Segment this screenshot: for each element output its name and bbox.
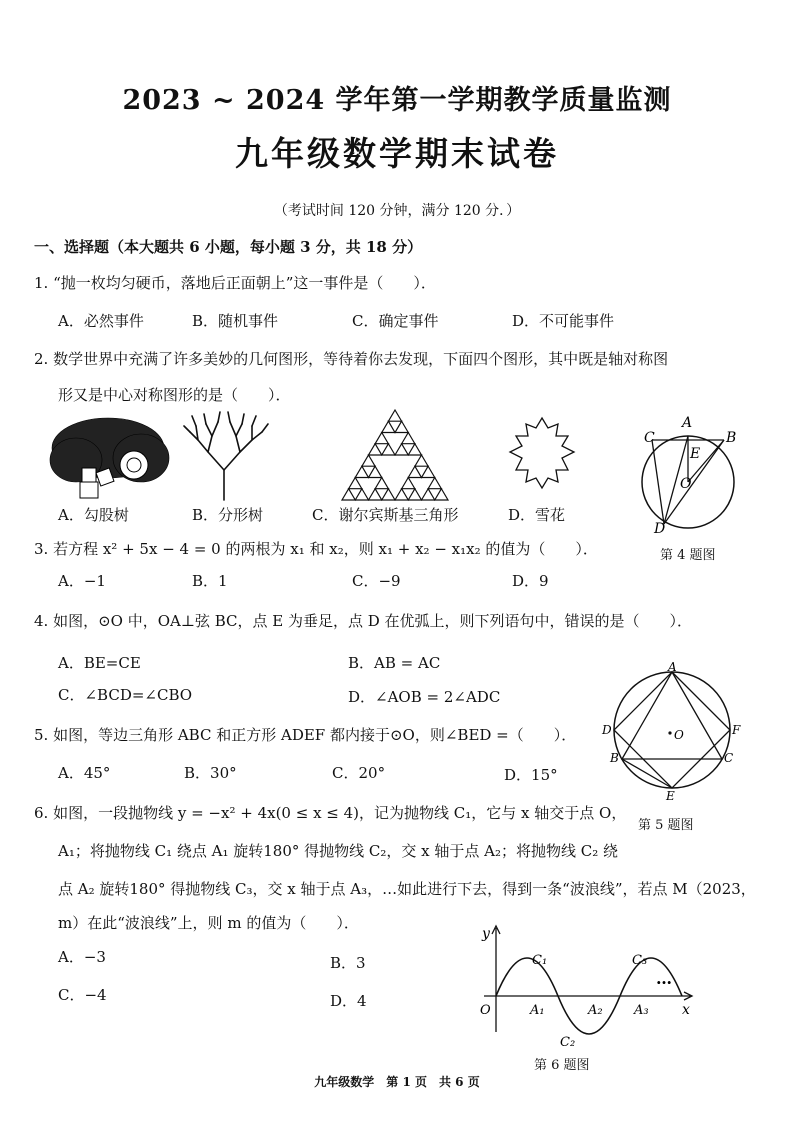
q6-option-c: C．−4 bbox=[58, 986, 107, 1004]
q5-label-c: C bbox=[724, 751, 734, 765]
pythagoras-tree-figure bbox=[46, 410, 170, 500]
q1-option-b: B．随机事件 bbox=[192, 312, 279, 330]
q4-circle-figure bbox=[630, 412, 770, 536]
q1-option-c: C．确定事件 bbox=[352, 312, 439, 330]
q6-wave-figure bbox=[470, 922, 700, 1046]
q3-stem: 3. 若方程 x² + 5x − 4 = 0 的两根为 x₁ 和 x₂，则 x₁ + x₂ − x₁x₂ 的值为（ ）． bbox=[34, 540, 598, 558]
q2-option-d: D．雪花 bbox=[508, 506, 566, 524]
q6-label-c3: C₃ bbox=[632, 953, 648, 968]
q1-option-a: A．必然事件 bbox=[58, 312, 144, 330]
q2-stem-line1: 2. 数学世界中充满了许多美妙的几何图形，等待着你去发现，下面四个图形，其中既是轴对称图 bbox=[34, 350, 669, 368]
q6-label-a3: A₃ bbox=[634, 1003, 649, 1018]
q6-label-dots: … bbox=[656, 969, 672, 988]
q6-label-o: O bbox=[480, 1003, 491, 1018]
q5-option-b: B．30° bbox=[184, 764, 237, 782]
q4-label-c: C bbox=[644, 430, 655, 446]
q2-option-b: B．分形树 bbox=[192, 506, 264, 524]
q6-stem-line3: 点 A₂ 旋转180° 得抛物线 C₃，交 x 轴于点 A₃，…如此进行下去，得到一条“波浪线”，若点 M（2023， bbox=[58, 880, 756, 898]
exam-info: （考试时间 120 分钟，满分 120 分．） bbox=[273, 203, 521, 219]
page-footer: 九年级数学 第 1 页 共 6 页 bbox=[314, 1075, 480, 1089]
q4-option-a: A．BE=CE bbox=[58, 654, 141, 672]
q5-label-f: F bbox=[732, 723, 741, 737]
q6-label-c2: C₂ bbox=[560, 1035, 576, 1046]
q6-stem-line2: A₁；将抛物线 C₁ 绕点 A₁ 旋转180° 得抛物线 C₂，交 x 轴于点 A₂；将抛物线 C₂ 绕 bbox=[58, 842, 619, 860]
q5-stem: 5. 如图，等边三角形 ABC 和正方形 ADEF 都内接于⊙O，则∠BED =（ ）． bbox=[34, 726, 577, 744]
q6-option-b: B．3 bbox=[330, 954, 366, 972]
exam-title-line2: 九年级数学期末试卷 bbox=[235, 134, 559, 173]
q5-label-a: A bbox=[668, 660, 677, 674]
q6-stem-line4: m）在此“波浪线”上，则 m 的值为（ ）． bbox=[58, 914, 359, 932]
fractal-tree-figure bbox=[180, 410, 270, 502]
snowflake-figure bbox=[490, 406, 594, 502]
q5-option-c: C．20° bbox=[332, 764, 386, 782]
section-heading: 一、选择题（本大题共 6 小题，每小题 3 分，共 18 分） bbox=[34, 238, 423, 256]
q4-figure-caption: 第 4 题图 bbox=[660, 548, 716, 563]
q5-option-a: A．45° bbox=[58, 764, 111, 782]
q4-label-d: D bbox=[654, 521, 666, 536]
q6-label-a1: A₁ bbox=[530, 1003, 545, 1018]
q4-label-b: B bbox=[726, 430, 737, 446]
q4-option-b: B．AB = AC bbox=[348, 654, 441, 672]
q3-option-d: D．9 bbox=[512, 572, 549, 590]
q1-option-d: D．不可能事件 bbox=[512, 312, 615, 330]
q4-option-c: C．∠BCD=∠CBO bbox=[58, 686, 193, 704]
q3-option-a: A．−1 bbox=[58, 572, 106, 590]
sierpinski-triangle-figure bbox=[340, 408, 450, 502]
q6-option-d: D．4 bbox=[330, 992, 367, 1010]
q2-option-c: C．谢尔宾斯基三角形 bbox=[312, 506, 459, 524]
q5-option-d: D．15° bbox=[504, 766, 558, 784]
q6-axis-x: x bbox=[682, 1002, 690, 1018]
q5-circle-figure bbox=[598, 658, 748, 804]
q5-label-o: O bbox=[674, 728, 684, 742]
q6-label-a2: A₂ bbox=[588, 1003, 603, 1018]
q2-stem-line2: 形又是中心对称图形的是（ ）． bbox=[58, 386, 291, 404]
q4-option-d: D．∠AOB = 2∠ADC bbox=[348, 688, 501, 706]
q6-option-a: A．−3 bbox=[58, 948, 106, 966]
q1-stem: 1. “抛一枚均匀硬币，落地后正面朝上”这一事件是（ ）． bbox=[34, 274, 436, 292]
q4-label-a: A bbox=[682, 415, 693, 431]
q4-stem: 4. 如图，⊙O 中，OA⊥弦 BC，点 E 为垂足，点 D 在优弧上，则下列语句中，错误的是（ ）． bbox=[34, 612, 693, 630]
q6-label-c1: C₁ bbox=[532, 953, 548, 968]
q3-option-c: C．−9 bbox=[352, 572, 401, 590]
q2-option-a: A．勾股树 bbox=[58, 506, 129, 524]
q4-label-e: E bbox=[690, 446, 701, 462]
q6-axis-y: y bbox=[482, 926, 490, 942]
q5-label-b: B bbox=[610, 751, 619, 765]
q5-figure-caption: 第 5 题图 bbox=[638, 818, 694, 833]
q5-label-d: D bbox=[602, 723, 612, 737]
q4-label-o: O bbox=[680, 476, 692, 492]
q6-stem-line1: 6. 如图，一段抛物线 y = −x² + 4x(0 ≤ x ≤ 4)，记为抛物线 C₁，它与 x 轴交于点 O， bbox=[34, 804, 627, 822]
exam-title-line1: 2023 ~ 2024 学年第一学期教学质量监测 bbox=[122, 85, 672, 116]
q3-option-b: B．1 bbox=[192, 572, 228, 590]
q6-figure-caption: 第 6 题图 bbox=[534, 1058, 590, 1073]
q5-label-e: E bbox=[666, 789, 675, 803]
